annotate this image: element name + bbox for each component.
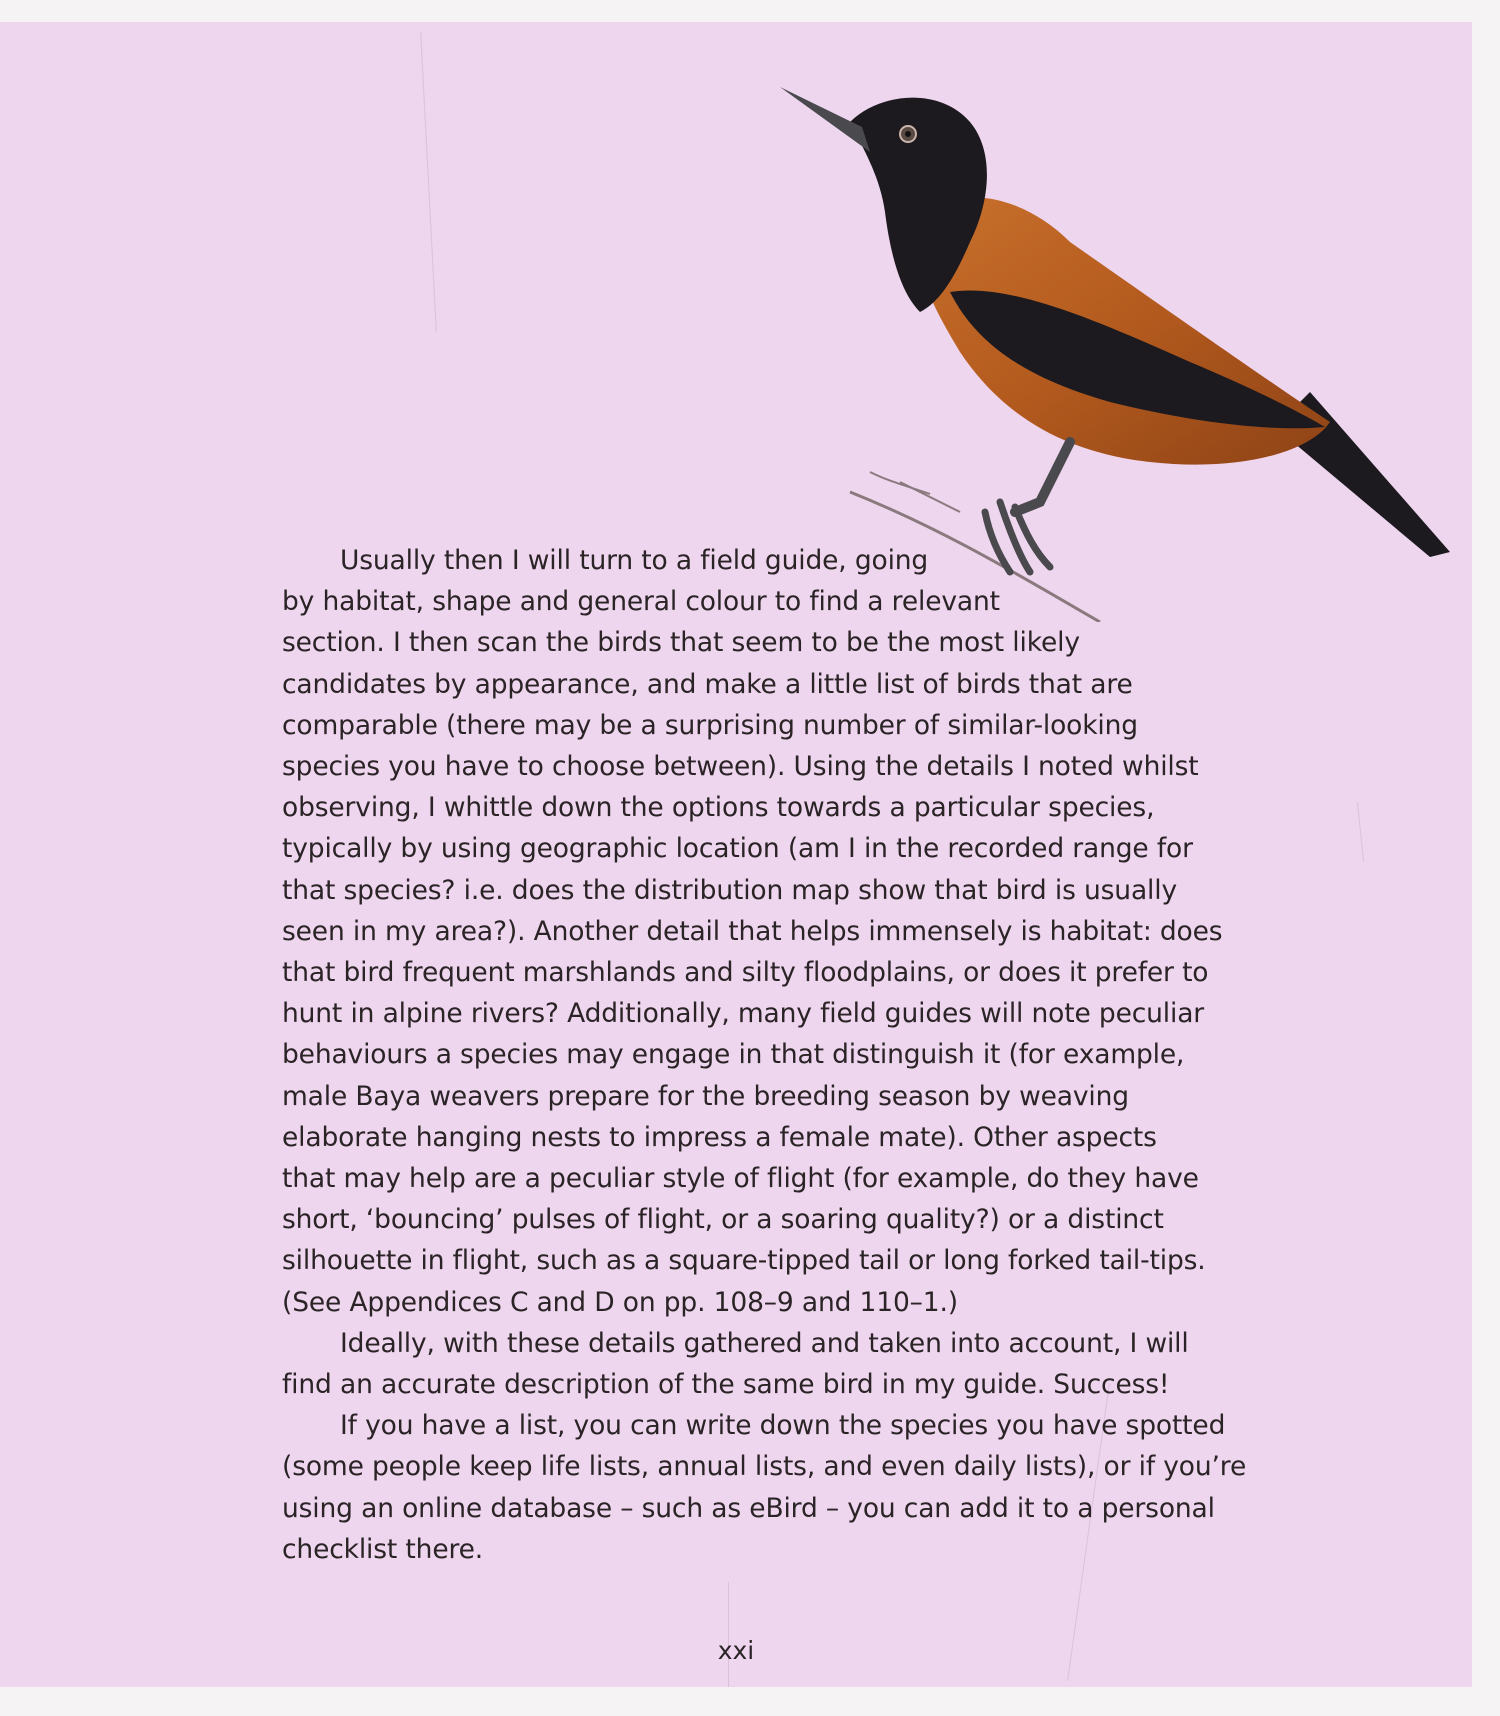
text-line: (See Appendices C and D on pp. 108–9 and 110–1.) (282, 1286, 958, 1318)
text-line: that may help are a peculiar style of flight (for example, do they have (282, 1163, 1199, 1195)
body-text (282, 540, 1272, 1570)
bird-illustration (770, 62, 1470, 622)
text-line: that bird frequent marshlands and silty floodplains, or does it prefer to (282, 957, 1209, 989)
book-page (0, 22, 1472, 1687)
text-line: typically by using geographic location (am I in the recorded range for (282, 833, 1193, 865)
text-line: hunt in alpine rivers? Additionally, many field guides will note peculiar (282, 998, 1205, 1030)
bird-leg (1015, 442, 1070, 512)
text-line: that species? i.e. does the distribution map show that bird is usually (282, 874, 1178, 906)
text-line: Ideally, with these details gathered and taken into account, I will (340, 1327, 1189, 1359)
paragraph-2 (282, 1323, 1272, 1405)
text-line: (some people keep life lists, annual lists, and even daily lists), or if you’re (282, 1451, 1247, 1483)
text-line: If you have a list, you can write down the species you have spotted (340, 1410, 1226, 1442)
text-line: male Baya weavers prepare for the breeding season by weaving (282, 1080, 1129, 1112)
text-line: find an accurate description of the same bird in my guide. Success! (282, 1369, 1170, 1401)
text-line: short, ‘bouncing’ pulses of flight, or a soaring quality?) or a distinct (282, 1204, 1164, 1236)
text-line: silhouette in flight, such as a square-tipped tail or long forked tail-tips. (282, 1245, 1206, 1277)
scan-artifact (420, 32, 437, 332)
paragraph-3 (282, 1405, 1272, 1570)
text-line: checklist there. (282, 1533, 484, 1565)
text-line: seen in my area?). Another detail that helps immensely is habitat: does (282, 915, 1223, 947)
text-line: Usually then I will turn to a field guide, going (340, 545, 929, 576)
scan-artifact (1357, 802, 1364, 862)
text-line: behaviours a species may engage in that distinguish it (for example, (282, 1039, 1185, 1071)
text-line: comparable (there may be a surprising number of similar-looking (282, 709, 1138, 741)
text-line: by habitat, shape and general colour to find a relevant (282, 586, 1000, 618)
scan-artifact (728, 1582, 729, 1687)
text-line: candidates by appearance, and make a little list of birds that are (282, 668, 1133, 700)
branch-twig (870, 472, 930, 494)
paragraph-1 (282, 540, 1272, 1323)
text-line: elaborate hanging nests to impress a female mate). Other aspects (282, 1121, 1157, 1153)
text-line: observing, I whittle down the options towards a particular species, (282, 792, 1155, 824)
page-number: xxi (717, 1636, 755, 1665)
text-line: section. I then scan the birds that seem to be the most likely (282, 627, 1080, 659)
text-line: species you have to choose between). Using the details I noted whilst (282, 751, 1199, 783)
text-line: using an online database – such as eBird – you can add it to a personal (282, 1492, 1215, 1524)
